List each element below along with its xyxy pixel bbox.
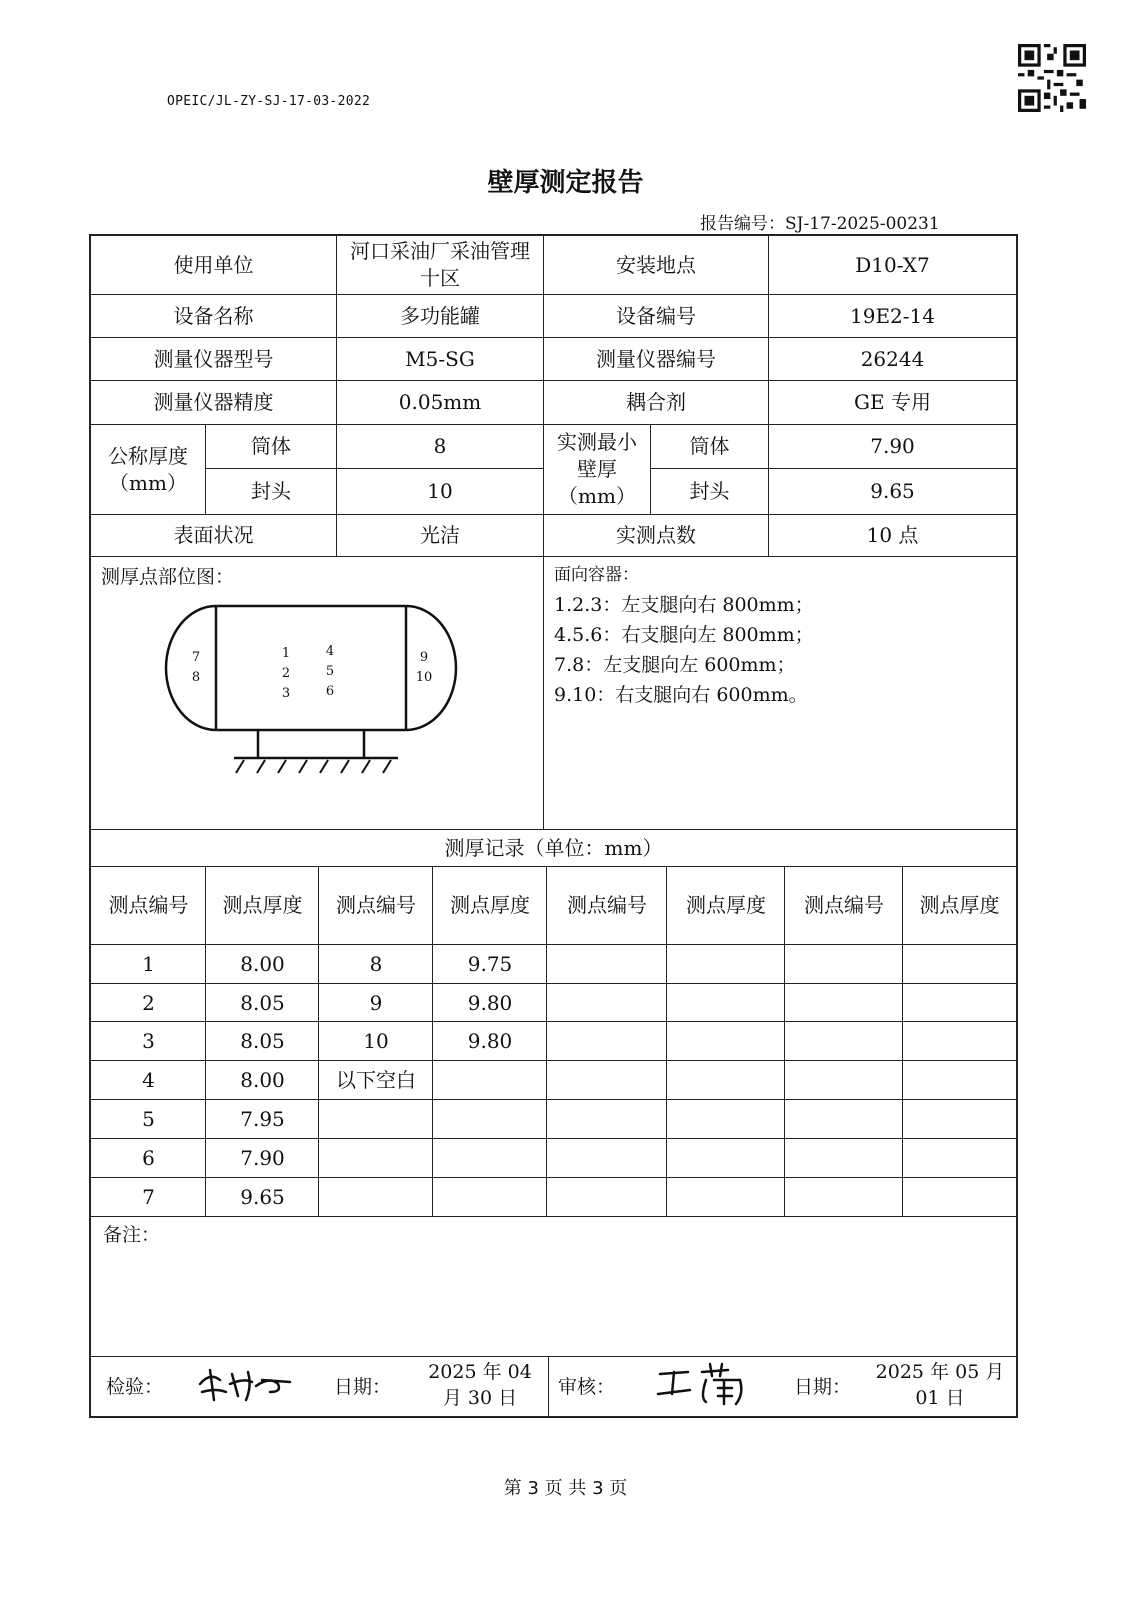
record-cell xyxy=(547,1178,667,1216)
measured-min-label: 实测最小壁厚（mm） xyxy=(557,430,637,508)
record-cell xyxy=(319,1139,433,1178)
record-cell xyxy=(433,1100,547,1139)
point-label: 8 xyxy=(191,670,201,685)
record-cell xyxy=(903,1100,1016,1139)
inst-model-label: 测量仪器型号 xyxy=(153,346,274,371)
record-cell xyxy=(785,1100,903,1139)
record-cell xyxy=(547,1139,667,1178)
surface-value: 光洁 xyxy=(420,523,460,547)
record-cell xyxy=(319,1100,433,1139)
nominal-head-value: 10 xyxy=(427,479,453,503)
record-cell xyxy=(785,945,903,984)
inst-model-value: M5-SG xyxy=(405,346,475,371)
unit-label: 使用单位 xyxy=(173,252,254,277)
record-cell: 8.05 xyxy=(240,990,285,1015)
center-points-col1 xyxy=(276,644,296,704)
record-cell: 9.80 xyxy=(467,1029,513,1053)
measured-head-label: 封头 xyxy=(689,479,730,503)
points-value: 10 点 xyxy=(866,523,919,547)
review-date: 2025 年 05 月 01 日 xyxy=(875,1361,1005,1409)
record-header-cell: 测点编号 xyxy=(336,893,416,917)
record-cell xyxy=(547,1022,667,1061)
point-label: 9 xyxy=(419,650,429,665)
record-cell xyxy=(785,1061,903,1100)
record-header-cell: 测点厚度 xyxy=(686,893,766,917)
record-cell: 10 xyxy=(363,1029,389,1053)
record-cell xyxy=(433,1061,547,1100)
record-cell: 9.75 xyxy=(467,952,513,976)
point-label: 4 xyxy=(325,644,335,659)
record-cell: 2 xyxy=(142,990,155,1015)
inspect-date: 2025 年 04 月 30 日 xyxy=(428,1361,532,1409)
point-label: 1 xyxy=(281,646,291,661)
couplant-value: GE 专用 xyxy=(854,390,931,414)
note-line: 4.5.6：右支腿向左 800mm； xyxy=(554,624,814,646)
inspect-date-label: 日期： xyxy=(334,1376,392,1398)
vessel-diagram xyxy=(160,598,470,788)
record-cell xyxy=(903,1178,1016,1216)
record-cell xyxy=(547,945,667,984)
inst-precision-value: 0.05mm xyxy=(398,390,482,414)
record-cell xyxy=(667,945,785,984)
surface-label: 表面状况 xyxy=(173,523,254,547)
location-value: D10-X7 xyxy=(855,252,930,277)
record-cell: 5 xyxy=(142,1107,155,1131)
record-cell: 1 xyxy=(142,952,155,976)
record-cell xyxy=(667,984,785,1022)
point-label: 7 xyxy=(191,650,201,665)
record-cell xyxy=(667,1061,785,1100)
nominal-head-label: 封头 xyxy=(251,479,291,503)
record-cell xyxy=(903,1022,1016,1061)
center-points-col2 xyxy=(320,642,340,702)
record-cell: 6 xyxy=(142,1146,155,1170)
document-code: OPEIC/JL-ZY-SJ-17-03-2022 xyxy=(167,94,371,109)
inst-no-label: 测量仪器编号 xyxy=(596,346,716,371)
record-cell: 以下空白 xyxy=(336,1068,416,1092)
record-cell xyxy=(547,1061,667,1100)
record-cell: 9.65 xyxy=(240,1184,285,1209)
inspect-label: 检验： xyxy=(106,1376,164,1398)
record-header-cell: 测点厚度 xyxy=(919,893,1000,917)
measured-head-value: 9.65 xyxy=(870,479,915,503)
record-header-cell: 测点编号 xyxy=(804,893,884,917)
record-cell xyxy=(903,1139,1016,1178)
record-cell xyxy=(903,984,1016,1022)
notes-lines xyxy=(554,590,814,710)
record-cell xyxy=(903,1061,1016,1100)
measured-shell-label: 筒体 xyxy=(689,434,730,458)
equip-no-label: 设备编号 xyxy=(616,303,696,328)
record-cell xyxy=(547,1100,667,1139)
note-line: 1.2.3：左支腿向右 800mm； xyxy=(554,594,814,616)
point-label: 3 xyxy=(281,686,291,701)
record-header-cell: 测点编号 xyxy=(567,893,647,917)
record-cell xyxy=(785,1139,903,1178)
record-cell: 8 xyxy=(369,952,383,976)
record-cell xyxy=(667,1100,785,1139)
inspector-signature xyxy=(192,1362,302,1408)
record-cell: 8.05 xyxy=(240,1029,285,1053)
record-cell xyxy=(667,1178,785,1216)
record-cell: 3 xyxy=(142,1029,155,1053)
record-cell xyxy=(785,1022,903,1061)
nominal-thickness-label: 公称厚度（mm） xyxy=(108,443,188,495)
record-cell xyxy=(433,1139,547,1178)
inst-precision-label: 测量仪器精度 xyxy=(153,390,274,414)
record-cell xyxy=(319,1178,433,1216)
location-label: 安装地点 xyxy=(616,252,696,277)
record-header-cell: 测点厚度 xyxy=(222,893,303,917)
record-cell xyxy=(433,1178,547,1216)
record-cell: 9 xyxy=(369,990,383,1015)
right-head-points xyxy=(412,648,436,688)
review-label: 审核： xyxy=(558,1376,616,1398)
record-cell: 7 xyxy=(142,1184,155,1209)
unit-value: 河口采油厂采油管理十区 xyxy=(350,239,530,290)
report-number: 报告编号：SJ-17-2025-00231 xyxy=(700,214,940,234)
nominal-shell-value: 8 xyxy=(433,434,447,458)
record-cell xyxy=(785,984,903,1022)
point-label: 6 xyxy=(325,684,335,699)
record-cell: 9.80 xyxy=(467,990,513,1015)
qr-code-icon xyxy=(1018,44,1086,112)
point-label: 5 xyxy=(325,664,335,679)
left-head-points xyxy=(186,648,206,688)
equip-name-value: 多功能罐 xyxy=(400,303,480,328)
points-label: 实测点数 xyxy=(616,523,696,547)
review-date-label: 日期： xyxy=(794,1376,852,1398)
note-line: 9.10：右支腿向右 600mm。 xyxy=(554,684,808,706)
record-cell xyxy=(667,1022,785,1061)
inst-no-value: 26244 xyxy=(860,346,925,371)
reviewer-signature xyxy=(650,1358,760,1410)
record-cell xyxy=(547,984,667,1022)
point-label: 10 xyxy=(415,670,433,685)
remarks-label: 备注： xyxy=(103,1224,161,1246)
record-cell xyxy=(667,1139,785,1178)
page-footer: 第 3 页 共 3 页 xyxy=(503,1478,628,1499)
diagram-title: 测厚点部位图： xyxy=(101,566,235,588)
record-header-cell: 测点厚度 xyxy=(450,893,530,917)
record-cell: 7.95 xyxy=(240,1107,285,1131)
record-cell xyxy=(903,945,1016,984)
couplant-label: 耦合剂 xyxy=(626,390,686,414)
equip-name-label: 设备名称 xyxy=(173,303,254,328)
record-header-cell: 测点编号 xyxy=(108,893,189,917)
record-cell: 7.90 xyxy=(240,1146,285,1170)
measured-shell-value: 7.90 xyxy=(870,434,915,458)
equip-no-value: 19E2-14 xyxy=(850,303,935,328)
record-cell xyxy=(785,1178,903,1216)
nominal-shell-label: 筒体 xyxy=(251,434,291,458)
record-cell: 8.00 xyxy=(240,952,285,976)
record-cell: 4 xyxy=(142,1068,155,1092)
record-cell: 8.00 xyxy=(240,1068,285,1092)
record-title: 测厚记录（单位：mm） xyxy=(444,835,663,860)
notes-heading: 面向容器： xyxy=(554,565,639,585)
note-line: 7.8：左支腿向左 600mm； xyxy=(554,654,796,676)
point-label: 2 xyxy=(281,666,291,681)
page-title: 壁厚测定报告 xyxy=(487,168,644,198)
